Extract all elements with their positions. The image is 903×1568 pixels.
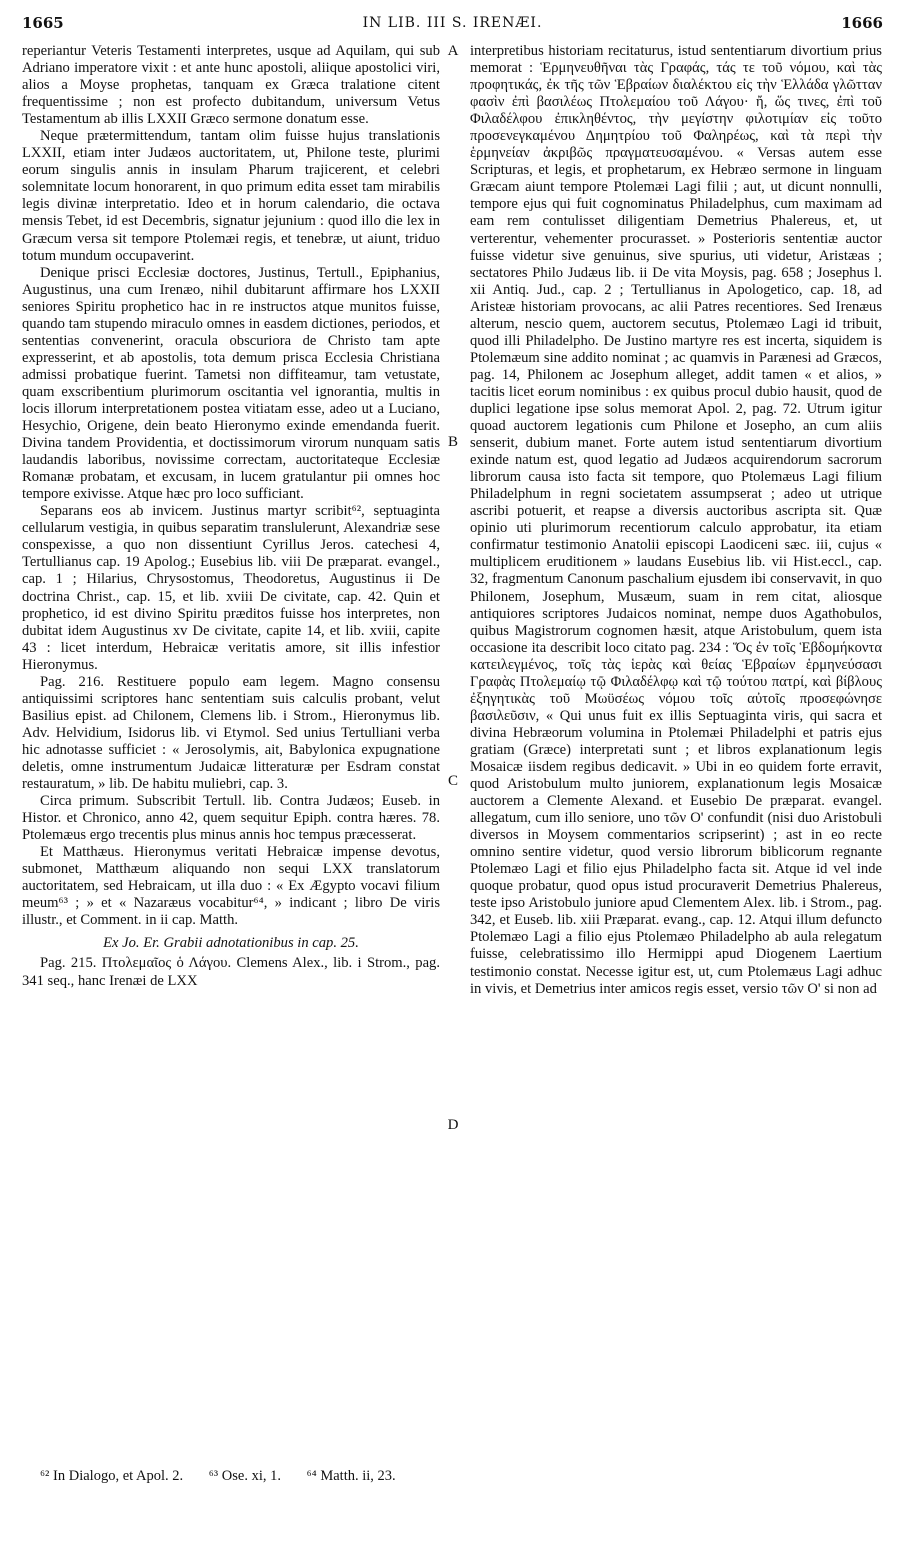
margin-marker-a: A <box>447 43 459 59</box>
section-heading: Ex Jo. Er. Grabii adnotationibus in cap. 25. <box>103 935 359 952</box>
paragraph: Circa primum. Subscribit Tertull. lib. Contra Judæos; Euseb. in Histor. et Chronico, anno 42, quem sequitur Epiph. contra hæres. 78. Ptolemæus ergo trecentis plus minus annis hoc tempus præcesserat. <box>22 793 440 844</box>
margin-marker-c: C <box>447 773 458 789</box>
margin-marker-b: B <box>447 434 458 450</box>
paragraph: Separans eos ab invicem. Justinus martyr scribit⁶², septuaginta cellularum vestigia, in quibus separatim translulerunt, Alexandriæ sese conspexisse, a quo non dissentiunt Cyrillus Jeros. catechesi 4, Tertullianus cap. 19 Apolog.; Eusebius lib. viii De præparat. evangel., cap. 1 ; Hilarius, Chrysostomus, Theodoretus, Augustinus ii De doctrina Christ., cap. 15, et lib. xviii De civitate, cap. 42. Quin et prophetico, id est divino Spiritu præditos fuisse hos interpretes, non dubitat idem Augustinus xv De civitate, capite 14, et lib. xviii, capite 43 : licet interdum, Hebraicæ veritatis amore, sit illis infestior Hieronymus. <box>22 503 440 673</box>
page-number-left: 1665 <box>22 14 64 32</box>
paragraph: Neque prætermittendum, tantam olim fuisse hujus translationis LXXII, etiam inter Judæos auctoritatem, ut, Philone teste, plurimi eorum singulis annis in insulam Pharum trajicerent, et celebri solemnitate locum honorarent, in quo primum edita esset tam mirabilis legis divinæ interpretatio. Ideo et in horum calendario, die octava mensis Tebet, id est Decembris, signatur jejunium : quod illo die lex in Græcum versa sit tempore Ptolemæi regis, et tenebræ, ut aiunt, triduo totum mundum occupaverint. <box>22 128 440 264</box>
footnote: ⁶³ Ose. xi, 1. <box>208 1468 281 1484</box>
page-header <box>22 14 883 38</box>
margin-marker-d: D <box>447 1117 459 1133</box>
paragraph: Pag. 216. Restituere populo eam legem. Magno consensu antiquissimi scriptores hanc sententiam suis calculis probant, velut Basilius epist. ad Chilonem, Clemens lib. i Strom., Hieronymus lib. Adv. Helvidium, Isidorus lib. vi Etymol. Sed unius Tertulliani verba hic adnotasse sufficiet : « Jerosolymis, ait, Babylonica expugnatione deletis, omne instrumentum Judaicæ litteraturæ per Esdram constat restauratum, » lib. De habitu muliebri, cap. 3. <box>22 673 440 793</box>
left-column <box>22 43 440 990</box>
paragraph: interpretibus historiam recitaturus, istud sententiarum divortium prius memorat : Ἑρμηνευθῆναι τὰς Γραφάς, τάς τε τοῦ νόμου, καὶ τὰς προφητικάς, ἐκ τῆς τῶν Ἑβραίων διαλέκτου εἰς τὴν Ἑλλάδα γλῶτταν φασὶν ἐπὶ βασιλέως Πτολεμαίου τοῦ Λάγου· ἤ, ὥς τινες, ἐπὶ τοῦ Φιλαδέλφου ἐπικληθέντος, τὴν μεγίστην φιλοτιμίαν εἰς τοῦτο προσενεγκαμένου Δημητρίου τοῦ Φαληρέως, καὶ τὰ περὶ τὴν ἑρμηνείαν ἀκριβῶς πραγματευσαμένου. « Versas autem esse Scripturas, et legis, et prophetarum, ex Hebræo sermone in linguam Græcam aiunt tempore Ptolemæi Lagi filii ; aut, ut dicunt nonnulli, tempore ejus qui fuit cognominatus Philadelphus, cum maximam ad eam rem contulisset diligentiam Demetrius Phalereus, et, ut verterentur, vehementer procurasset. » Posterioris sententiæ auctor fuisse videtur sive genuinus, sive spurius, uti videtur, Aristæas ; sectatores Philo Judæus lib. ii De vita Moysis, pag. 658 ; Josephus l. xii Antiq. Jud., cap. 2 ; Tertullianus in Apologetico, cap. 18, ad Aristeæ historiam provocans, ac alii Patres recentiores. Sed Irenæus alterum, nescio quem, auctorem secutus, Ptolemæo Lagi id tribuit, quod illi Philadelpho. De Justino martyre res est incerta, siquidem is Ptolemæum sine addito nominat ; ac quamvis in Parænesi ad Græcos, pag. 14, Philonem ac Josephum alleget, addit tamen « et alios, » tacitis licet eorum nominibus : ex quibus procul dubio hausit, quod de duplici legatione ipse solus memorat Apol. 2, pag. 72. Utrum igitur quoad auctorem legationis cum Philone et Josepho, an cum aliis senserit, dubium manet. Forte autem istud sententiarum divortium exinde natum est, quod legatio ad Judæos acquirendorum sacrorum librorum causa isto facta sit tempore, quo Ptolemæus Lagi filium Philadelphum in regni societatem assumpserat ; adeo ut utrique ascribi potuerit, et reapse a diversis auctoribus ascripta sit. Quæ opinio uti plurimorum recentiorum calculo approbatur, ita etiam confirmatur testimonio Anatolii episcopi Laodiceni sæc. iii, cujus « multiplicem eruditionem » laudans Eusebius lib. vii Hist.eccl., cap. 32, fragmentum Canonum paschalium ejusdem ibi conservavit, in quo Philonem, Josephum, Musæum, suam in rem citat, aliosque antiquiores scriptores Judaicos nominat, nempe duos Agathobulos, quibus Magistrorum cognomen hæsit, atque Aristobulum, quem ista occasione ita describit loco citato pag. 234 : Ὅς ἐν τοῖς Ἑβδομήκοντα κατειλεγμένος, τοῖς τὰς ἱερὰς καὶ θείας Ἑβραίων ἑρμηνεύσασι Γραφὰς Πτολεμαίῳ τῷ Φιλαδέλφῳ καὶ τῷ τούτου πατρί, καὶ βίβλους ἐξηγητικὰς τοῦ Μωϋσέως νόμου τοῖς αὐτοῖς προσεφώνησε βασιλεῦσιν, « Qui unus fuit ex illis Septuaginta viris, qui sacra et divina Hebræorum volumina in Ptolemæi Philadelphi et patris ejus gratiam (Græce) interpretati sunt ; et libros explanationum legis Mosaicæ iisdem regibus dedicavit. » Ubi in eo quidem forte erravit, quod Aristobulum multo juniorem, explanationum legis Mosaicæ auctorem a Clemente Alexand. et Eusebio De præparat. evangel. allegatum, cum illo seniore, uno τῶν Ο' confundit (nisi duo Aristobuli diversos in Moysem commentarios scripserint) ; ast in eo recte omnino sentire videtur, quod versio librorum biblicorum regnante Ptolemæo Lagi et filio ejus Philadelpho facta sit. Atque id vel inde quoque probatur, quod opus istud procuraverit Demetrius Phalereus, teste ipso Aristobulo juniore apud Clementem Alex. lib. i Strom., pag. 342, et Euseb. lib. xiii Præparat. evang., cap. 12. Atqui illum defuncto Ptolemæo Lagi a filio ejus Ptolemæo Philadelpho ab aula relegatum fuisse, celebratissimo illo Hermippi apud Diogenem Laertium testimonio constat. Necesse igitur est, ut, cum Ptolemæus Lagi adhuc in vivis, et Demetrius inter amicos regis esset, versio τῶν Ο' si non ad <box>470 43 882 997</box>
paragraph: reperiantur Veteris Testamenti interpretes, usque ad Aquilam, qui sub Adriano imperatore vixit : et ante hunc apostoli, aliique apostolici viri, alios a Moyse prophetas, tanquam ex Græca tralatione citent frequentissime ; non est profecto dubitandum, universum Vetus Testamentum ab illis LXXII Græco sermone donatum esse. <box>22 43 440 128</box>
right-column <box>470 43 882 998</box>
footnote: ⁶⁴ Matth. ii, 23. <box>306 1468 396 1484</box>
paragraph: Pag. 215. Πτολεμαῖος ὁ Λάγου. Clemens Alex., lib. i Strom., pag. 341 seq., hanc Irenæi de LXX <box>22 955 440 989</box>
footnote: ⁶² In Dialogo, et Apol. 2. <box>40 1468 184 1484</box>
page-number-right: 1666 <box>841 14 883 32</box>
footnotes <box>40 1468 883 1485</box>
paragraph: Et Matthæus. Hieronymus veritati Hebraicæ impense devotus, submonet, Matthæum aliquando non sequi LXX translatorum auctoritatem, sed Hebraicam, ut illa duo : « Ex Ægypto vocavi filium meum⁶³ ; » et « Nazaræus vocabitur⁶⁴, » indicant ; libro De viris illustr., et Comment. in ii cap. Matth. <box>22 844 440 929</box>
paragraph: Denique prisci Ecclesiæ doctores, Justinus, Tertull., Epiphanius, Augustinus, una cum Irenæo, nihil dubitarunt affirmare hos LXXII seniores Spiritu prophetico hac in re instructos atque munitos fuisse, quando tam stupendo miraculo omnes in easdem dictiones, periodos, et sententias convenerint, oracula obscuriora de Christo tam apte expresserint, et ab apostolis, tota demum prisca Ecclesia Christiana admissi probatique fuerint. Tametsi non diffiteamur, tam vetustate, quam exscribentium plurimorum oscitantia vel ignorantia, multis in locis illorum interpretationem postea vitiatam esse, adeo ut a Luciano, Hesychio, Origene, dein beato Hieronymo exinde emendanda fuerit. Divina tandem Providentia, et doctissimorum virorum nunquam satis laudandis laboribus, novissime correctam, auctoritateque Ecclesiæ Romanæ probatam, et excusam, in lucem gratulantur pii omnes hoc tempore exivisse. Atque hæc pro loco sufficiant. <box>22 264 440 503</box>
running-title: IN LIB. III S. IRENÆI. <box>362 15 543 31</box>
